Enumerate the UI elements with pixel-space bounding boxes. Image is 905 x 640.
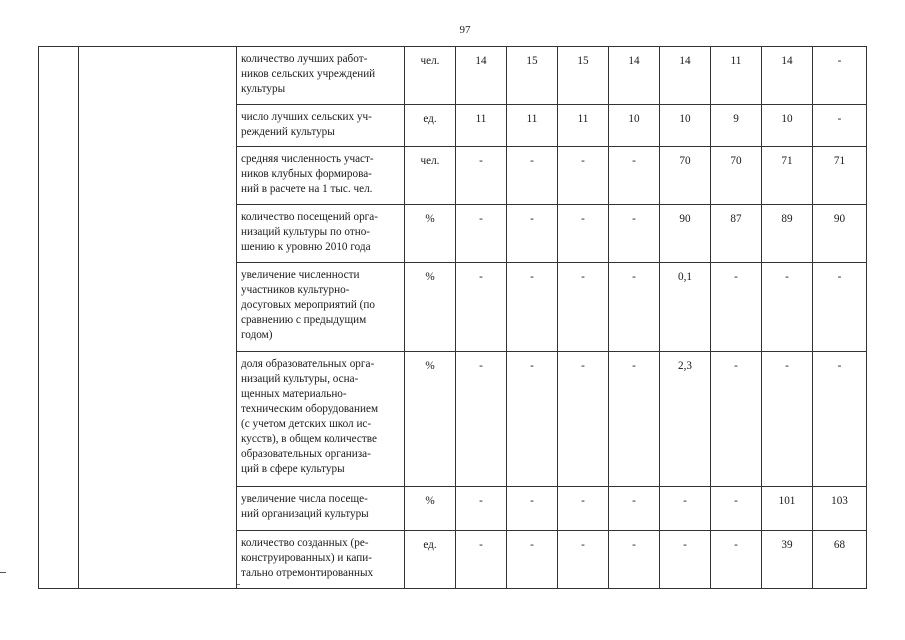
value-cell: - [711,263,762,352]
value-cell: - [507,263,558,352]
margin-mark [0,572,6,573]
value-cell: 14 [762,47,813,105]
table-body [39,47,867,589]
value-cell: - [558,487,609,531]
value-cell: - [507,205,558,263]
value-cell: - [813,263,867,352]
value-cell: - [660,531,711,589]
indicator-cell: количество лучших работ- ников сельских учреждений культуры [237,47,405,105]
value-cell: - [609,263,660,352]
unit-cell: чел. [405,47,456,105]
value-cell: - [813,47,867,105]
value-cell: 11 [507,105,558,147]
value-cell: 10 [660,105,711,147]
value-cell: 68 [813,531,867,589]
value-cell: - [762,263,813,352]
value-cell: - [609,531,660,589]
unit-cell: % [405,352,456,487]
value-cell: - [813,105,867,147]
value-cell: 101 [762,487,813,531]
value-cell: 71 [762,147,813,205]
value-cell: 14 [660,47,711,105]
value-cell: 11 [711,47,762,105]
value-cell: - [558,205,609,263]
indicator-cell: доля образовательных орга- низаций культуры, осна- щенных материально- техническим оборудованием (с учетом детских школ ис- кусств), в общем количестве образовательных организа- ций в сфере культуры [237,352,405,487]
value-cell: - [507,352,558,487]
value-cell: 90 [660,205,711,263]
value-cell: 11 [456,105,507,147]
value-cell: 71 [813,147,867,205]
value-cell: - [609,147,660,205]
unit-cell: % [405,487,456,531]
value-cell: - [660,487,711,531]
indicator-cell: число лучших сельских уч- реждений культуры [237,105,405,147]
value-cell: 2,3 [660,352,711,487]
blank-column-1 [39,47,79,589]
value-cell: 9 [711,105,762,147]
value-cell: - [507,147,558,205]
page-number: 97 [459,24,471,36]
indicator-cell: количество посещений орга- низаций культуры по отно- шению к уровню 2010 года [237,205,405,263]
value-cell: 70 [660,147,711,205]
value-cell: - [456,205,507,263]
value-cell: - [507,531,558,589]
value-cell: 15 [507,47,558,105]
value-cell: - [558,263,609,352]
unit-cell: % [405,205,456,263]
value-cell: 87 [711,205,762,263]
indicator-cell: увеличение численности участников культурно- досуговых мероприятий (по сравнению с предыдущим годом) [237,263,405,352]
value-cell: - [711,352,762,487]
value-cell: - [813,352,867,487]
value-cell: - [558,147,609,205]
unit-cell: чел. [405,147,456,205]
indicators-table [38,46,867,589]
unit-cell: ед. [405,531,456,589]
value-cell: - [711,487,762,531]
value-cell: 10 [609,105,660,147]
indicator-cell: средняя численность участ- ников клубных формирова- ний в расчете на 1 тыс. чел. [237,147,405,205]
value-cell: 11 [558,105,609,147]
indicator-cell: увеличение числа посеще- ний организаций культуры [237,487,405,531]
value-cell: - [507,487,558,531]
value-cell: - [711,531,762,589]
value-cell: 14 [609,47,660,105]
value-cell: - [456,352,507,487]
indicator-cell: количество созданных (ре- конструированных) и капи- тально отремонтированных [237,531,405,589]
value-cell: 70 [711,147,762,205]
blank-column-2 [79,47,237,589]
unit-cell: % [405,263,456,352]
unit-cell: ед. [405,105,456,147]
value-cell: 0,1 [660,263,711,352]
value-cell: - [456,263,507,352]
value-cell: 14 [456,47,507,105]
value-cell: 10 [762,105,813,147]
value-cell: - [456,487,507,531]
value-cell: 39 [762,531,813,589]
value-cell: 15 [558,47,609,105]
value-cell: - [456,531,507,589]
value-cell: - [609,352,660,487]
value-cell: - [762,352,813,487]
table-row [39,47,867,105]
value-cell: - [609,487,660,531]
value-cell: - [558,352,609,487]
value-cell: 90 [813,205,867,263]
value-cell: - [609,205,660,263]
value-cell: 103 [813,487,867,531]
value-cell: 89 [762,205,813,263]
value-cell: - [456,147,507,205]
value-cell: - [558,531,609,589]
